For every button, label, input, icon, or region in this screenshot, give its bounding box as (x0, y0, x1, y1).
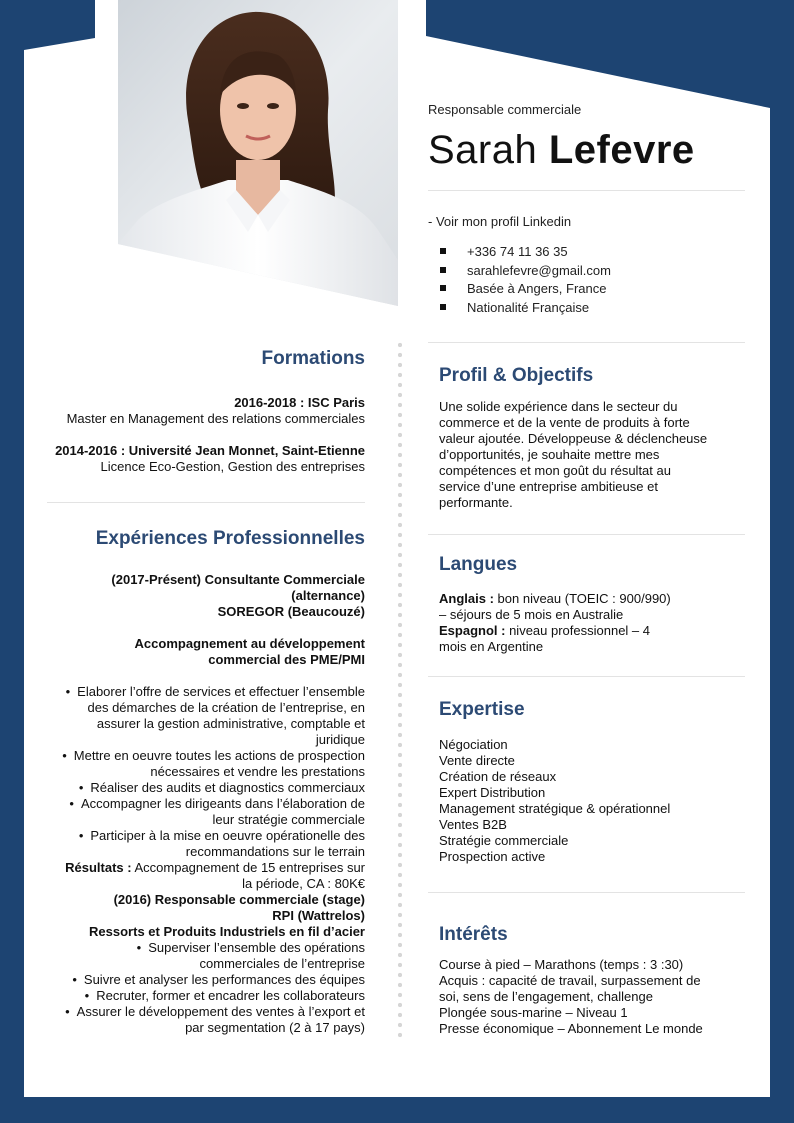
linkedin-link[interactable]: - Voir mon profil Linkedin (428, 214, 572, 229)
list-item: Expert Distribution (439, 785, 546, 800)
text-line: Course à pied – Marathons (temps : 3 :30) (439, 957, 684, 972)
list-item (45, 828, 365, 860)
contact-nationality (440, 300, 611, 319)
list-item (45, 988, 365, 1004)
interets-heading: Intérêts (439, 924, 508, 945)
list-item: Stratégie commerciale (439, 833, 569, 848)
bullet-line: commerciales de l’entreprise (199, 956, 365, 971)
email-text[interactable]: sarahlefevre@gmail.com (467, 262, 611, 278)
profil-text (439, 399, 707, 511)
formation-date-school: 2016-2018 : ISC Paris (234, 395, 365, 410)
language-level: bon niveau (TOEIC : 900/990) (497, 591, 671, 606)
bullet-line: des démarches de la création de l’entreprise, en (87, 700, 365, 715)
bullet-line: • Réaliser des audits et diagnostics commerciaux (45, 780, 365, 796)
bullet-line: juridique (315, 732, 365, 747)
divider (428, 534, 745, 535)
job-title-line: (2017-Présent) Consultante Commerciale (111, 572, 365, 587)
divider (428, 190, 745, 191)
divider (428, 676, 745, 677)
job-company: SOREGOR (Beaucouzé) (217, 604, 365, 619)
text-line: Presse économique – Abonnement Le monde (439, 1021, 703, 1036)
langues-text (439, 591, 671, 655)
expertise-heading: Expertise (439, 699, 525, 720)
formation-item (67, 395, 365, 427)
divider (47, 502, 365, 503)
list-item: Management stratégique & opérationnel (439, 801, 671, 816)
experiences-heading: Expériences Professionnelles (95, 528, 365, 549)
bullet-line: leur stratégie commerciale (212, 812, 365, 827)
portrait-photo (118, 0, 398, 306)
list-item (45, 972, 365, 988)
job-bullets (45, 684, 365, 860)
interets-text (439, 957, 703, 1037)
job-title-line: (alternance) (291, 588, 365, 603)
formation-degree: Licence Eco-Gestion, Gestion des entreprises (100, 459, 365, 474)
results-text: la période, CA : 80K€ (242, 876, 365, 891)
nationality-text: Nationalité Française (467, 299, 590, 315)
list-item (45, 780, 365, 796)
contact-list (440, 244, 611, 318)
job-bullets (45, 940, 365, 1036)
job-1 (45, 572, 365, 1036)
divider (428, 342, 745, 343)
list-item (45, 748, 365, 780)
language-detail: mois en Argentine (439, 639, 544, 654)
list-item: Création de réseaux (439, 769, 557, 784)
first-name: Sarah (428, 128, 538, 172)
text-line: performante. (439, 495, 513, 510)
job-mission: commercial des PME/PMI (208, 652, 365, 667)
bullet-line: recommandations sur le terrain (185, 844, 365, 859)
bullet-line: • Superviser l’ensemble des opérations (45, 940, 365, 956)
list-item: Négociation (439, 737, 508, 752)
full-name (428, 128, 695, 173)
language-detail: – séjours de 5 mois en Australie (439, 607, 624, 622)
text-line: d’opportunités, je souhaite mettre mes (439, 447, 660, 462)
location-text: Basée à Angers, France (467, 281, 607, 296)
bullet-line: • Elaborer l’offre de services et effectuer l’ensemble (45, 684, 365, 700)
job-company: RPI (Wattrelos) (272, 908, 365, 923)
formation-date-school: 2014-2016 : Université Jean Monnet, Saint-Etienne (55, 443, 365, 458)
job-title-line: (2016) Responsable commerciale (stage) (113, 892, 365, 907)
bullet-square-icon (440, 248, 446, 254)
list-item (45, 940, 365, 972)
bullet-line: • Recruter, former et encadrer les collaborateurs (45, 988, 365, 1004)
expertise-list (439, 737, 670, 865)
text-line: Plongée sous-marine – Niveau 1 (439, 1005, 628, 1020)
bullet-line: • Mettre en oeuvre toutes les actions de prospection (45, 748, 365, 764)
formations-heading: Formations (261, 348, 365, 369)
bullet-line: assurer la gestion administrative, comptable et (96, 716, 365, 731)
bullet-line: nécessaires et vendre les prestations (150, 764, 365, 779)
list-item (45, 1004, 365, 1036)
text-line: commerce et de la vente de produits à forte (439, 415, 690, 430)
bullet-square-icon (440, 285, 446, 291)
profil-heading: Profil & Objectifs (439, 365, 594, 386)
divider (428, 892, 745, 893)
bullet-line: • Accompagner les dirigeants dans l’élaboration de (45, 796, 365, 812)
language-label: Espagnol : (439, 623, 506, 638)
bullet-line: par segmentation (2 à 17 pays) (185, 1020, 365, 1035)
text-line: Acquis : capacité de travail, surpassement de (439, 973, 701, 988)
list-item: Vente directe (439, 753, 515, 768)
text-line: Une solide expérience dans le secteur du (439, 399, 678, 414)
text-line: compétences et mon goût du résultat au (439, 463, 671, 478)
bullet-square-icon (440, 304, 446, 310)
text-line: soi, sens de l’engagement, challenge (439, 989, 653, 1004)
text-line: service d’une entreprise ambitieuse et (439, 479, 658, 494)
contact-location (440, 281, 611, 300)
phone-text[interactable]: +336 74 11 36 35 (467, 244, 568, 259)
contact-phone (440, 244, 611, 263)
list-item: Ventes B2B (439, 817, 507, 832)
formation-item (55, 443, 365, 475)
list-item: Prospection active (439, 849, 546, 864)
contact-email (440, 263, 611, 282)
job-mission: Accompagnement au développement (134, 636, 365, 651)
language-level: niveau professionnel – 4 (509, 623, 651, 638)
job-mission: Ressorts et Produits Industriels en fil d’acier (89, 924, 365, 939)
bullet-line: • Participer à la mise en oeuvre opérationelle des (45, 828, 365, 844)
list-item (45, 796, 365, 828)
formation-degree: Master en Management des relations commerciales (66, 411, 365, 426)
language-label: Anglais : (439, 591, 494, 606)
bullet-line: • Assurer le développement des ventes à l’export et (45, 1004, 365, 1020)
bullet-line: • Suivre et analyser les performances des équipes (45, 972, 365, 988)
results-text: Accompagnement de 15 entreprises sur (134, 860, 365, 875)
list-item (45, 684, 365, 748)
job-results (45, 860, 365, 876)
langues-heading: Langues (439, 554, 518, 575)
column-separator (398, 340, 402, 1040)
last-name: Lefevre (548, 128, 695, 172)
job-title: Responsable commerciale (428, 102, 582, 117)
bullet-square-icon (440, 267, 446, 273)
results-label: Résultats : (65, 860, 132, 875)
text-line: valeur ajoutée. Développeuse & déclencheuse (439, 431, 708, 446)
